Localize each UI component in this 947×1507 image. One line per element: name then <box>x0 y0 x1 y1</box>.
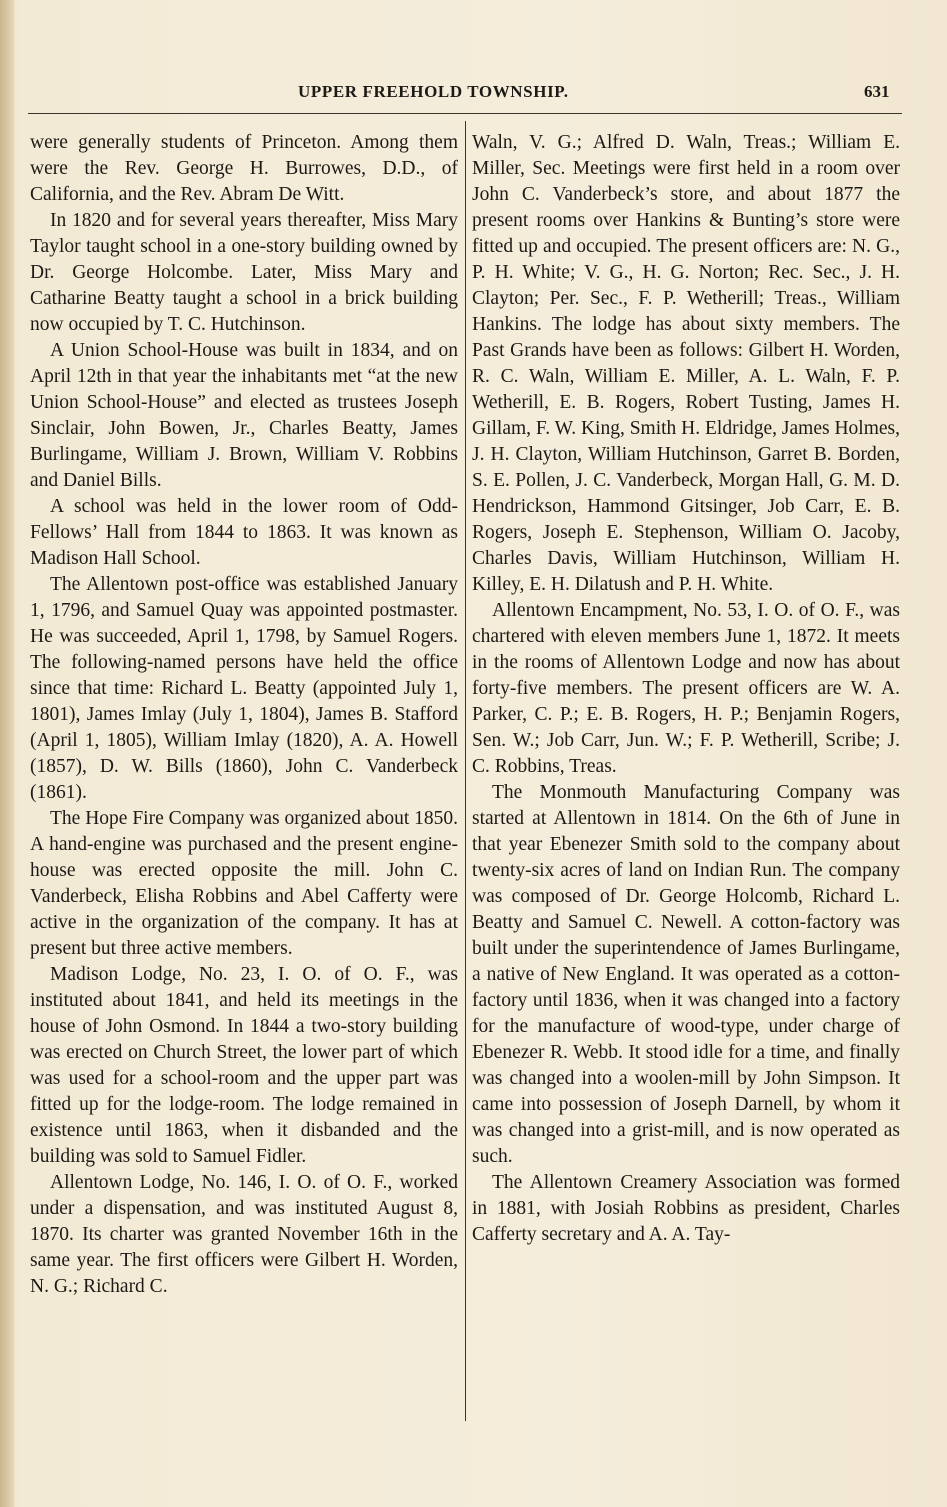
running-title: UPPER FREEHOLD TOWNSHIP. <box>298 82 569 101</box>
paragraph: Allentown Encampment, No. 53, I. O. of O. F., was chartered with eleven members June 1, 1872. It meets in the rooms of Allentown Lodge and now has about forty-five members. The present officers are W. A. Parker, C. P.; E. B. Rogers, H. P.; Benjamin Rogers, Sen. W.; Job Carr, Jun. W.; F. P. Wetherill, Scribe; J. C. Robbins, Treas. <box>472 600 900 777</box>
paragraph: A school was held in the lower room of Odd-Fellows’ Hall from 1844 to 1863. It was known as Madison Hall School. <box>30 496 458 569</box>
paragraph: Waln, V. G.; Alfred D. Waln, Treas.; William E. Miller, Sec. Meetings were first held in a room over John C. Vanderbeck’s store, and about 1877 the present rooms over Hankins & Bunting’s store were fitted up and occupied. The present officers are: N. G., P. H. White; V. G., H. G. Norton; Rec. Sec., J. H. Clayton; Per. Sec., F. P. Wetherill; Treas., William Hankins. The lodge has about sixty members. The Past Grands have been as follows: Gilbert H. Worden, R. C. Waln, William E. Miller, A. L. Waln, F. P. Wetherill, E. B. Rogers, Robert Tusting, James H. Gillam, F. W. King, Smith H. Eldridge, James Holmes, J. H. Clayton, William Hutchinson, Garret B. Borden, S. E. Pollen, J. C. Vanderbeck, Morgan Hall, G. M. D. Hendrickson, Hammond Gitsinger, Job Carr, E. B. Rogers, Joseph E. Stephenson, William O. Jacoby, Charles Davis, William Hutchinson, William H. Killey, E. H. Dilatush and P. H. White. <box>472 132 900 595</box>
paragraph: Madison Lodge, No. 23, I. O. of O. F., was instituted about 1841, and held its meetings in the house of John Osmond. In 1844 a two-story building was erected on Church Street, the lower part of which was used for a school-room and the upper part was fitted up for the lodge-room. The lodge remained in existence until 1863, when it disbanded and the building was sold to Samuel Fidler. <box>30 964 458 1167</box>
paragraph: A Union School-House was built in 1834, and on April 12th in that year the inhabitants met “at the new Union School-House” and elected as trustees Joseph Sinclair, John Bowen, Jr., Charles Beatty, James Burlingame, William J. Brown, William V. Robbins and Daniel Bills. <box>30 340 458 491</box>
left-column <box>30 130 458 1300</box>
paragraph: The Allentown Creamery Association was formed in 1881, with Josiah Robbins as president, Charles Cafferty secretary and A. A. Tay- <box>472 1172 900 1245</box>
paragraph: The Allentown post-office was established January 1, 1796, and Samuel Quay was appointed postmaster. He was succeeded, April 1, 1798, by Samuel Rogers. The following-named persons have held the office since that time: Richard L. Beatty (appointed July 1, 1801), James Imlay (July 1, 1804), James B. Stafford (April 1, 1805), William Imlay (1820), A. A. Howell (1857), D. W. Bills (1860), John C. Vanderbeck (1861). <box>30 574 458 803</box>
page-header <box>0 78 947 106</box>
paragraph: Allentown Lodge, No. 146, I. O. of O. F., worked under a dispensation, and was instituted August 8, 1870. Its charter was granted November 16th in the same year. The first officers were Gilbert H. Worden, N. G.; Richard C. <box>30 1172 458 1297</box>
paragraph: In 1820 and for several years thereafter, Miss Mary Taylor taught school in a one-story building owned by Dr. George Holcombe. Later, Miss Mary and Catharine Beatty taught a school in a brick building now occupied by T. C. Hutchinson. <box>30 210 458 335</box>
header-rule <box>28 113 902 114</box>
column-divider <box>465 121 466 1421</box>
paragraph: The Monmouth Manufacturing Company was started at Allentown in 1814. On the 6th of June in that year Ebenezer Smith sold to the company about twenty-six acres of land on Indian Run. The company was composed of Dr. George Holcomb, Richard L. Beatty and Samuel C. Newell. A cotton-factory was built under the superintendence of James Burlingame, a native of New England. It was operated as a cotton-factory until 1836, when it was changed into a factory for the manufacture of wood-type, under charge of Ebenezer R. Webb. It stood idle for a time, and finally was changed into a woolen-mill by John Simpson. It came into possession of Joseph Darnell, by whom it was changed into a grist-mill, and is now operated as such. <box>472 782 900 1167</box>
right-column <box>472 130 900 1248</box>
paragraph: The Hope Fire Company was organized about 1850. A hand-engine was purchased and the present engine-house was erected opposite the mill. John C. Vanderbeck, Elisha Robbins and Abel Cafferty were active in the organization of the company. It has at present but three active members. <box>30 808 458 959</box>
page-number: 631 <box>864 82 890 101</box>
paragraph: were generally students of Princeton. Among them were the Rev. George H. Burrowes, D.D., of California, and the Rev. Abram De Witt. <box>30 132 458 205</box>
page-binding-edge <box>0 0 14 1507</box>
